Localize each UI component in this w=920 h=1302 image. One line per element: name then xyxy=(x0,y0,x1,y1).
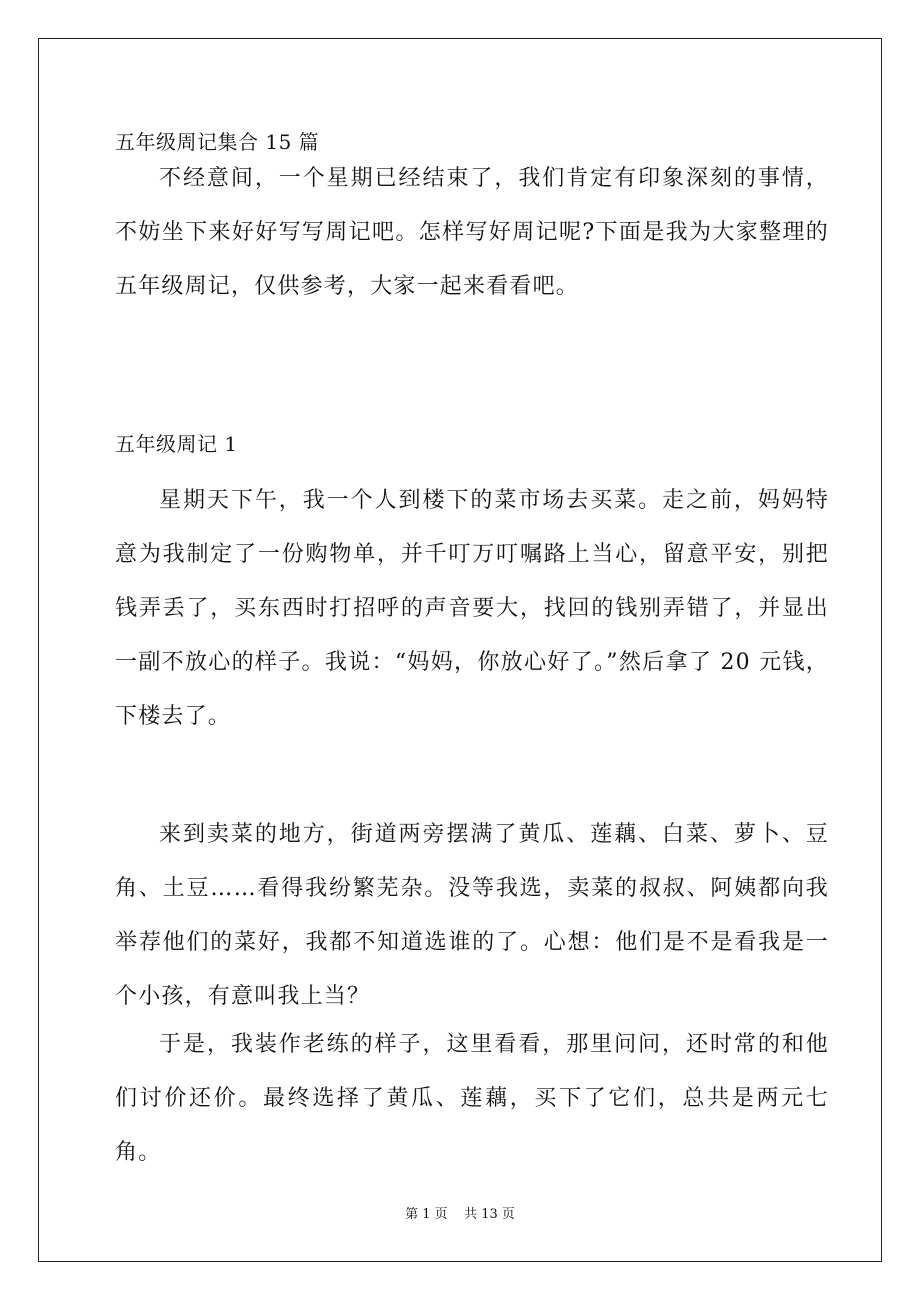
intro-paragraph: 不经意间，一个星期已经结束了，我们肯定有印象深刻的事情，不妨坐下来好好写写周记吧。怎样写好周记呢?下面是我为大家整理的五年级周记，仅供参考，大家一起来看看吧。 xyxy=(115,166,829,299)
body-paragraph-3: 于是，我装作老练的样子，这里看看，那里问问，还时常的和他们讨价还价。最终选择了黄瓜、莲藕，买下了它们，总共是两元七角。 xyxy=(115,1032,829,1165)
section-heading: 五年级周记 1 xyxy=(115,432,238,456)
page-number-footer: 第 1 页 共 13 页 xyxy=(405,1207,515,1222)
body-paragraph-2: 来到卖菜的地方，街道两旁摆满了黄瓜、莲藕、白菜、萝卜、豆角、土豆……看得我纷繁芜杂。没等我选，卖菜的叔叔、阿姨都向我举荐他们的菜好，我都不知道选谁的了。心想：他们是不是看我是一个小孩，有意叫我上当？ xyxy=(115,822,829,1009)
body-paragraph-1: 星期天下午，我一个人到楼下的菜市场去买菜。走之前，妈妈特意为我制定了一份购物单，并千叮万叮嘱路上当心，留意平安，别把钱弄丢了，买东西时打招呼的声音要大，找回的钱别弄错了，并显出一副不放心的样子。我说：“妈妈，你放心好了。”然后拿了 20 元钱，下楼去了。 xyxy=(115,488,829,729)
document-title: 五年级周记集合 15 篇 xyxy=(115,130,320,154)
